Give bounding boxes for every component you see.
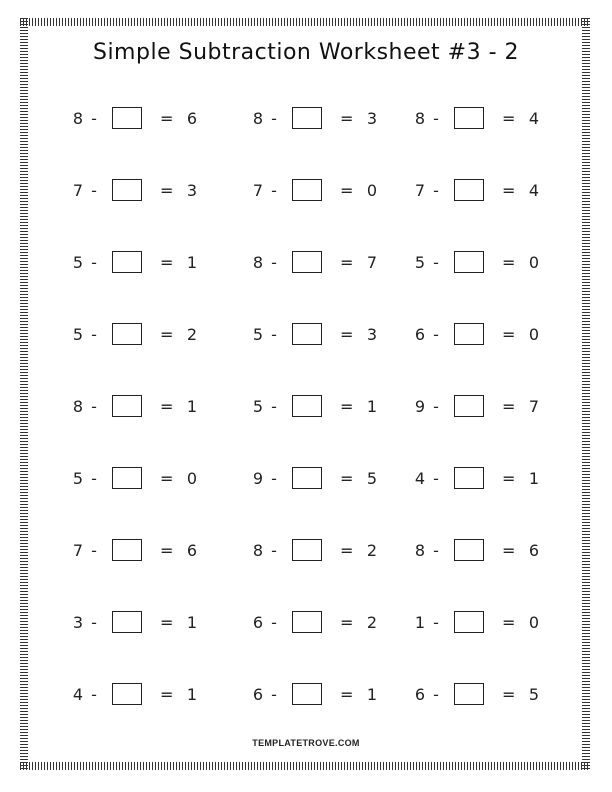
answer-box[interactable] [112,395,142,417]
problem-item [414,179,544,203]
minus-sign: - [91,253,97,272]
equals-sign: = [160,253,174,272]
minuend: 8 [414,109,426,128]
equals-sign: = [160,325,174,344]
minuend: 4 [72,685,84,704]
minuend: 7 [72,541,84,560]
equals-sign: = [502,397,516,416]
minus-sign: - [433,613,439,632]
minuend: 6 [414,325,426,344]
answer-box[interactable] [292,683,322,705]
minuend: 7 [252,181,264,200]
equals-sign: = [160,613,174,632]
answer-box[interactable] [112,539,142,561]
problem-item [72,395,202,419]
minus-sign: - [433,685,439,704]
minus-sign: - [433,253,439,272]
minuend: 6 [252,685,264,704]
difference-value: 7 [366,253,378,272]
minuend: 8 [72,109,84,128]
difference-value: 4 [528,181,540,200]
difference-value: 1 [186,613,198,632]
minuend: 5 [72,325,84,344]
equals-sign: = [340,541,354,560]
problem-item [72,539,202,563]
difference-value: 1 [186,685,198,704]
minuend: 6 [252,613,264,632]
minuend: 7 [72,181,84,200]
minus-sign: - [433,541,439,560]
problem-item [72,323,202,347]
problem-item [252,611,382,635]
answer-box[interactable] [292,179,322,201]
equals-sign: = [502,325,516,344]
problem-item [72,251,202,275]
answer-box[interactable] [112,683,142,705]
problem-item [72,107,202,131]
minuend: 3 [72,613,84,632]
minuend: 6 [414,685,426,704]
problem-item [252,395,382,419]
equals-sign: = [340,613,354,632]
answer-box[interactable] [112,467,142,489]
difference-value: 2 [366,541,378,560]
answer-box[interactable] [112,251,142,273]
problem-item [252,251,382,275]
minus-sign: - [271,397,277,416]
minus-sign: - [271,469,277,488]
difference-value: 2 [186,325,198,344]
difference-value: 3 [366,325,378,344]
minuend: 8 [252,253,264,272]
difference-value: 6 [528,541,540,560]
equals-sign: = [502,469,516,488]
minuend: 7 [414,181,426,200]
minus-sign: - [91,109,97,128]
difference-value: 6 [186,109,198,128]
answer-box[interactable] [454,611,484,633]
minus-sign: - [433,325,439,344]
minus-sign: - [433,469,439,488]
problem-item [252,179,382,203]
equals-sign: = [340,181,354,200]
problem-item [252,539,382,563]
minus-sign: - [271,685,277,704]
equals-sign: = [160,181,174,200]
answer-box[interactable] [454,539,484,561]
difference-value: 0 [366,181,378,200]
difference-value: 2 [366,613,378,632]
minuend: 5 [414,253,426,272]
answer-box[interactable] [292,539,322,561]
difference-value: 1 [186,397,198,416]
minus-sign: - [91,325,97,344]
answer-box[interactable] [292,323,322,345]
problem-item [252,107,382,131]
answer-box[interactable] [112,107,142,129]
answer-box[interactable] [454,107,484,129]
equals-sign: = [502,181,516,200]
answer-box[interactable] [292,395,322,417]
minuend: 5 [72,469,84,488]
equals-sign: = [160,685,174,704]
equals-sign: = [340,397,354,416]
equals-sign: = [160,469,174,488]
minuend: 9 [252,469,264,488]
equals-sign: = [160,109,174,128]
answer-box[interactable] [292,107,322,129]
footer-site-label: TEMPLATETROVE.COM [252,738,360,748]
difference-value: 1 [186,253,198,272]
difference-value: 5 [366,469,378,488]
minuend: 4 [414,469,426,488]
equals-sign: = [502,541,516,560]
answer-box[interactable] [454,395,484,417]
problem-item [72,179,202,203]
problem-item [414,107,544,131]
problem-item [72,467,202,491]
answer-box[interactable] [454,179,484,201]
answer-box[interactable] [292,467,322,489]
equals-sign: = [502,613,516,632]
answer-box[interactable] [454,323,484,345]
minuend: 5 [72,253,84,272]
problem-item [414,395,544,419]
answer-box[interactable] [454,251,484,273]
difference-value: 4 [528,109,540,128]
difference-value: 1 [528,469,540,488]
equals-sign: = [502,109,516,128]
difference-value: 5 [528,685,540,704]
problem-item [414,539,544,563]
problem-item [414,611,544,635]
answer-box[interactable] [112,179,142,201]
problem-item [252,467,382,491]
problem-item [72,683,202,707]
difference-value: 0 [528,325,540,344]
minuend: 8 [252,541,264,560]
minus-sign: - [433,397,439,416]
minuend: 1 [414,613,426,632]
problem-item [414,323,544,347]
minus-sign: - [433,181,439,200]
equals-sign: = [160,397,174,416]
equals-sign: = [340,325,354,344]
minuend: 8 [72,397,84,416]
answer-box[interactable] [292,611,322,633]
minus-sign: - [271,613,277,632]
answer-box[interactable] [454,467,484,489]
minus-sign: - [91,613,97,632]
minus-sign: - [271,109,277,128]
equals-sign: = [340,109,354,128]
equals-sign: = [340,253,354,272]
difference-value: 6 [186,541,198,560]
equals-sign: = [340,469,354,488]
answer-box[interactable] [112,323,142,345]
minuend: 5 [252,397,264,416]
problem-item [252,683,382,707]
minus-sign: - [271,253,277,272]
worksheet-title: Simple Subtraction Worksheet #3 - 2 [92,40,520,65]
problem-item [252,323,382,347]
minus-sign: - [271,181,277,200]
difference-value: 0 [528,253,540,272]
problem-item [414,467,544,491]
difference-value: 3 [366,109,378,128]
equals-sign: = [160,541,174,560]
equals-sign: = [502,253,516,272]
minus-sign: - [91,685,97,704]
difference-value: 0 [186,469,198,488]
minuend: 9 [414,397,426,416]
minuend: 8 [252,109,264,128]
difference-value: 1 [366,397,378,416]
minus-sign: - [91,541,97,560]
minus-sign: - [91,181,97,200]
problem-item [72,611,202,635]
minuend: 8 [414,541,426,560]
minus-sign: - [433,109,439,128]
answer-box[interactable] [292,251,322,273]
minus-sign: - [91,469,97,488]
difference-value: 1 [366,685,378,704]
minus-sign: - [271,325,277,344]
answer-box[interactable] [112,611,142,633]
answer-box[interactable] [454,683,484,705]
problem-item [414,683,544,707]
equals-sign: = [502,685,516,704]
equals-sign: = [340,685,354,704]
difference-value: 7 [528,397,540,416]
difference-value: 0 [528,613,540,632]
problem-item [414,251,544,275]
minus-sign: - [271,541,277,560]
difference-value: 3 [186,181,198,200]
minuend: 5 [252,325,264,344]
minus-sign: - [91,397,97,416]
